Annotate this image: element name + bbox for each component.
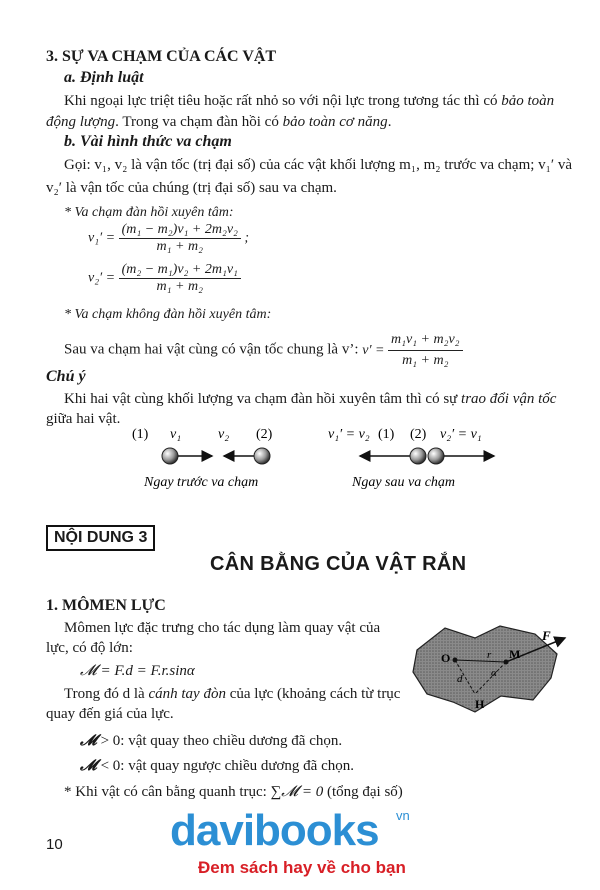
ball-1 <box>162 448 178 464</box>
formula-v1-prime: v₁′ = $\frac{\text{(m₁ − m₂)v₁ + 2m₂v₂}}{\text{m₁ + m₂}}$ ; <box>88 222 250 254</box>
paragraph-line: động lượng. Trong va chạm đàn hồi có bảo toàn cơ năng. <box>46 114 392 130</box>
ball-2 <box>254 448 270 464</box>
paragraph-line: Khi ngoại lực triệt tiêu hoặc rất nhỏ so với nội lực trong tương tác thì có bảo toàn <box>64 93 555 109</box>
paragraph-line: giữa hai vật. <box>46 411 121 427</box>
label-h: H <box>475 697 485 711</box>
paragraph-line: Sau va chạm hai vật cùng có vận tốc chung là v’: v′ = $\frac{\text{m₁v₁ + m₂v₂}}{\text{m₁ + m₂}}$ <box>64 330 463 371</box>
equilibrium-line: * Khi vật có cân bằng quanh trục: ∑𝓜 = 0 (tổng đại số) <box>64 784 403 800</box>
collision-figure <box>120 420 520 500</box>
logo-text: davibooks <box>170 806 379 855</box>
note-title: Chú ý <box>46 368 86 385</box>
label-2-after: (2) <box>410 427 427 442</box>
paragraph-line: Trong đó d là cánh tay đòn của lực (khoảng cách từ trục <box>64 686 401 702</box>
page-number: 10 <box>46 836 63 853</box>
moment-heading: 1. MÔMEN LỰC <box>46 597 166 614</box>
section-heading: 3. SỰ VA CHẠM CỦA CÁC VẬT <box>46 48 277 65</box>
subsection-a-title: a. Định luật <box>64 69 144 86</box>
label-1: (1) <box>132 427 149 442</box>
caption-before: Ngay trước va chạm <box>144 475 259 490</box>
formula-v2-prime: v₂′ = $\frac{\text{(m₂ − m₁)v₂ + 2m₁v₁}}{\text{m₁ + m₂}}$ <box>88 262 241 295</box>
label-v1: v₁ <box>170 427 182 442</box>
paragraph-line: Mômen lực đặc trưng cho tác dụng làm quay vật của <box>64 620 381 636</box>
content-badge: NỘI DUNG 3 <box>46 525 155 551</box>
label-m: M <box>509 647 521 661</box>
paragraph-line: v₂′ là vận tốc của chúng (trị đại số) sau va chạm. <box>46 180 337 196</box>
label-v2: v₂ <box>218 427 230 442</box>
point-o <box>453 658 458 663</box>
elastic-title: * Va chạm đàn hồi xuyên tâm: <box>64 205 234 220</box>
label-f: F <box>542 628 551 643</box>
rigid-body-shape <box>413 626 557 712</box>
caption-after: Ngay sau va chạm <box>352 475 456 490</box>
paragraph-line: quay đến giá của lực. <box>46 706 174 722</box>
moment-negative: 𝓜 < 0: vật quay ngược chiều dương đã chọn. <box>80 758 355 774</box>
logo-vn: vn <box>396 808 410 823</box>
label-eq1: v₁′ = v₂ <box>328 427 370 442</box>
paragraph-line: Khi hai vật cùng khối lượng va chạm đàn hồi xuyên tâm thì có sự trao đổi vận tốc <box>64 391 557 407</box>
point-m <box>504 660 509 665</box>
ball-2-after <box>428 448 444 464</box>
moment-positive: 𝓜 > 0: vật quay theo chiều dương đã chọn. <box>80 733 343 749</box>
label-r: r <box>487 649 492 661</box>
subsection-b-title: b. Vài hình thức va chạm <box>64 133 232 150</box>
label-eq2: v₂′ = v₁ <box>440 427 482 442</box>
label-alpha: α <box>491 667 497 679</box>
label-1-after: (1) <box>378 427 395 442</box>
label-2: (2) <box>256 427 273 442</box>
paragraph-line: Gọi: v₁, v₂ là vận tốc (trị đại số) của các vật khối lượng m₁, m₂ trước va chạm; v₁′ và <box>64 157 573 173</box>
slogan: Đem sách hay về cho bạn <box>198 858 406 877</box>
moment-figure <box>405 620 585 720</box>
label-o: O <box>441 651 451 665</box>
inelastic-title: * Va chạm không đàn hồi xuyên tâm: <box>64 307 272 322</box>
label-d: d <box>457 673 463 685</box>
ball-1-after <box>410 448 426 464</box>
moment-formula: 𝓜 = F.d = F.r.sinα <box>80 663 195 679</box>
paragraph-line: lực, có độ lớn: <box>46 640 133 656</box>
chapter-title: CÂN BẰNG CỦA VẬT RẮN <box>210 553 467 575</box>
